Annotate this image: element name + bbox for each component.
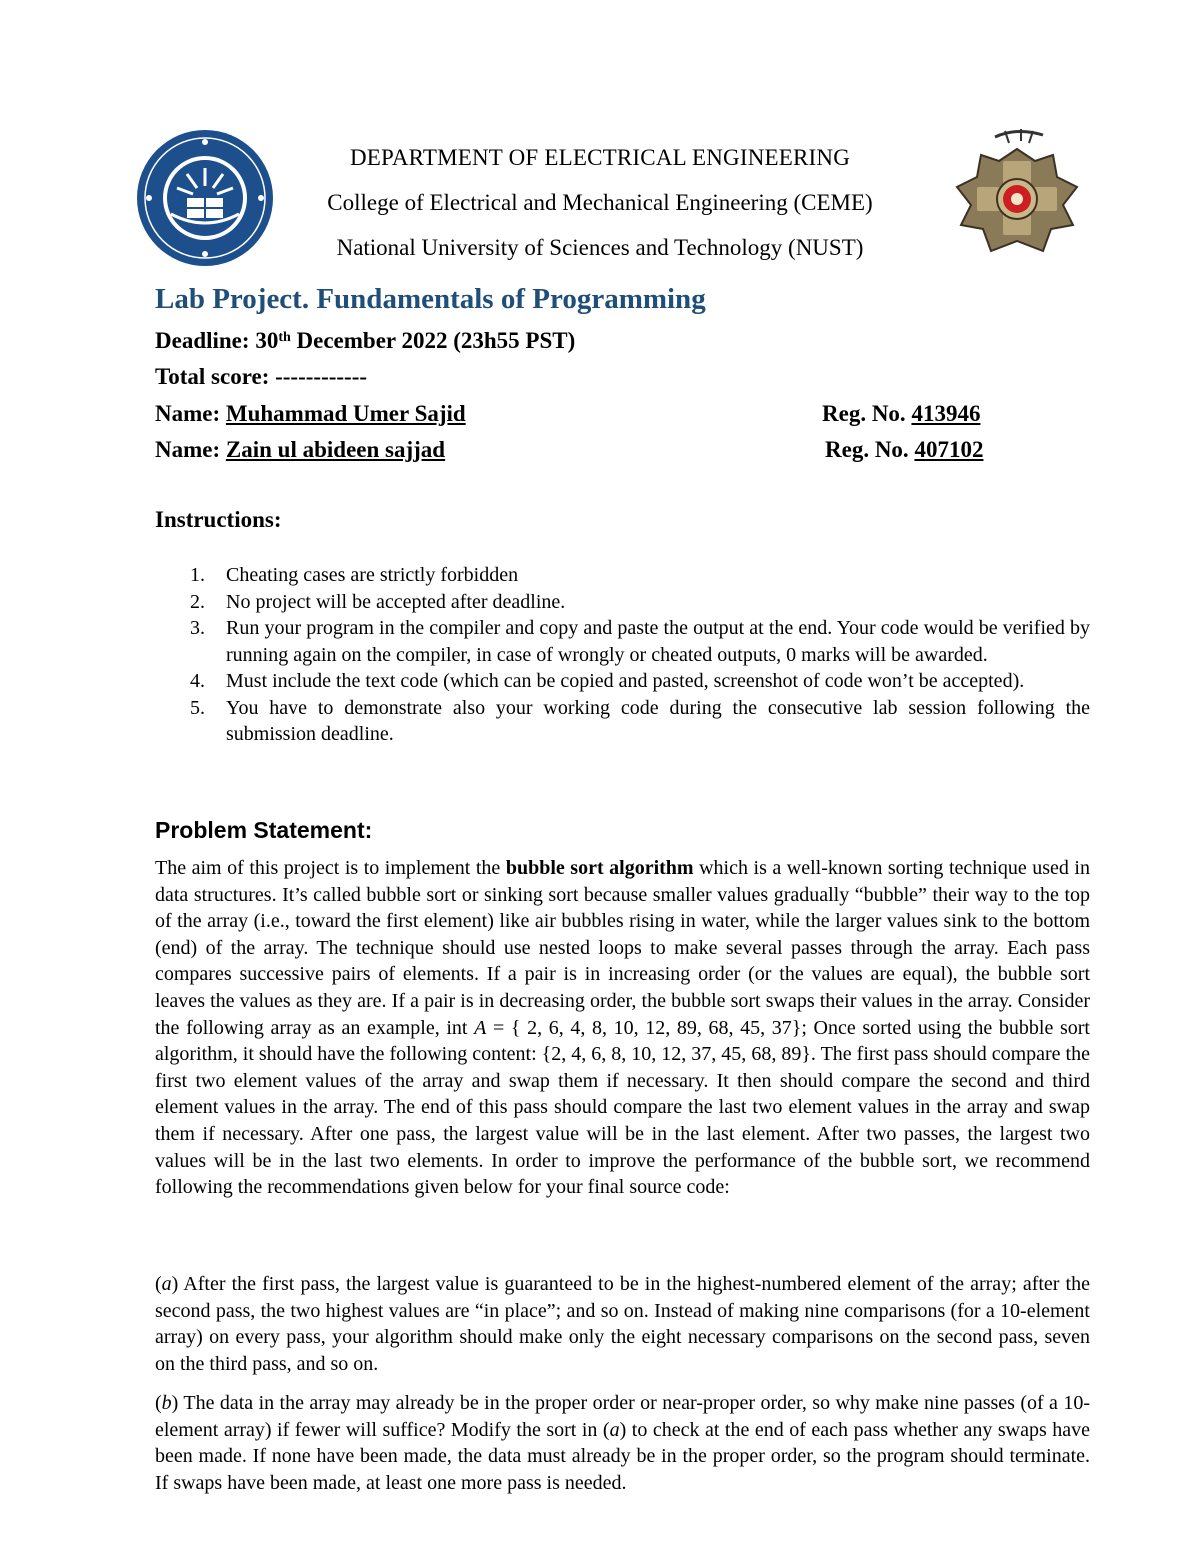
total-score-label: Total score: [155,364,270,389]
array-variable: A [474,1016,487,1039]
student-name-line [155,435,445,465]
text-run: ) to check at the end of each pass whether any swaps have been made. If none have been made, the data must already be in the proper order, so the program should terminate. If swaps have been made, at least one more pass is needed. [155,1418,1090,1494]
problem-heading: Problem Statement: [155,817,373,843]
student-name-line [155,399,466,429]
name-label: Name: [155,437,221,462]
bold-term: bubble sort algorithm [505,857,694,879]
problem-paragraph [155,855,1090,1201]
student-name: Muhammad Umer Sajid [225,401,466,426]
recommendation-label: b [161,1392,172,1414]
recommendation-a: (a) After the first pass, the largest value is guaranteed to be in the highest-numbered element of the array; after the second pass, the two highest values are “in place”; and so on. Instead of making nine comparisons (for a 10-element array) on every pass, your algorithm should make only the eight necessary comparisons on the second pass, seven on the third pass, and so on. [155,1273,1090,1375]
deadline-suffix: th [278,330,291,345]
deadline-rest: December 2022 (23h55 PST) [296,328,576,353]
reg-number: 413946 [911,401,981,426]
student-reg-line [825,435,983,465]
reg-label: Reg. No. [822,401,906,426]
deadline-day: 30 [255,328,279,353]
text-run: = { 2, 6, 4, 8, 10, 12, 89, 68, 45, 37}; Once sorted using the bubble sort algorithm, it should have the following content: {2, 4, 6, 8, 10, 12, 37, 45, 68, 89}. The first pass should compare the first two element values of the array and swap them if necessary. It then should compare the second and third element values in the array. The end of this pass should compare the last two element values in the array and swap them if necessary. After one pass, the largest value will be in the last element. After two passes, the largest two values will be in the last two elements. In order to improve the performance of the bubble sort, we recommend following the recommendations given below for your final source code: [155,1016,1090,1199]
item-text: Cheating cases are strictly forbidden [226,564,519,586]
recommendation-ref: a [609,1418,620,1441]
text-run: The data in the array may already be in the proper order or near-proper order, so why make nine passes (of a 10-element array) if fewer will suffice? Modify the sort in ( [155,1392,1090,1441]
deadline-line [155,326,575,356]
list-item [190,668,1090,695]
department-heading: DEPARTMENT OF ELECTRICAL ENGINEERING [349,145,851,170]
recommendation-label: a [161,1273,172,1295]
total-score-line [155,362,367,392]
item-number: 2. [190,590,205,613]
university-heading: National University of Sciences and Technology (NUST) [336,235,864,260]
text-run: The aim of this project is to implement the [155,857,506,879]
item-number: 5. [190,696,205,719]
list-item [190,562,1090,589]
list-item [190,615,1090,668]
deadline-label: Deadline: [155,328,250,353]
list-item [190,589,1090,616]
project-title: Lab Project. Fundamentals of Programming [155,283,706,315]
item-text: Run your program in the compiler and copy and paste the output at the end. Your code would be verified by running again on the compiler, in case of wrongly or cheated outputs, 0 marks will be awarded. [226,617,1090,666]
student-name: Zain ul abideen sajjad [225,437,446,462]
name-label: Name: [155,401,221,426]
student-reg-line [822,399,980,429]
total-score-value: ------------ [275,364,368,389]
item-number: 1. [190,564,205,586]
college-heading: College of Electrical and Mechanical Engineering (CEME) [327,190,873,215]
recommendation-b: (b) The data in the array may already be in the proper order or near-proper order, so why make nine passes (of a 10-element array) if fewer will suffice? Modify the sort in (a) to check at the end of each pass whether any swaps have been made. If none have been made, the data must already be in the proper order, so the program should terminate. If swaps have been made, at least one more pass is needed. [155,1392,1090,1494]
reg-number: 407102 [914,437,984,462]
item-number: 4. [190,670,205,692]
reg-label: Reg. No. [825,437,909,462]
item-text: No project will be accepted after deadline. [226,590,566,613]
item-text: Must include the text code (which can be copied and pasted, screenshot of code won’t be accepted). [226,670,1025,692]
instructions-heading: Instructions: [155,507,282,532]
item-number: 3. [190,617,205,639]
text-run: which is a well-known sorting technique used in data structures. It’s called bubble sort or sinking sort because smaller values gradually “bubble” their way to the top of the array (i.e., toward the first element) like air bubbles rising in water, while the larger values sink to the bottom (end) of the array. The technique should use nested loops to make several passes through the array. Each pass compares successive pairs of elements. If a pair is in increasing order (or the values are equal), the bubble sort leaves the values as they are. If a pair is in decreasing order, the bubble sort swaps their values in the array. Consider the following array as an example, int [155,857,1090,1039]
text-run: After the first pass, the largest value is guaranteed to be in the highest-numbered element of the array; after the second pass, the two highest values are “in place”; and so on. Instead of making nine comparisons (for a 10-element array) on every pass, your algorithm should make only the eight necessary comparisons on the second pass, seven on the third pass, and so on. [155,1273,1090,1375]
list-item [190,695,1090,748]
instructions-list [190,562,1090,748]
item-text: You have to demonstrate also your working code during the consecutive lab session following the submission deadline. [226,696,1090,745]
